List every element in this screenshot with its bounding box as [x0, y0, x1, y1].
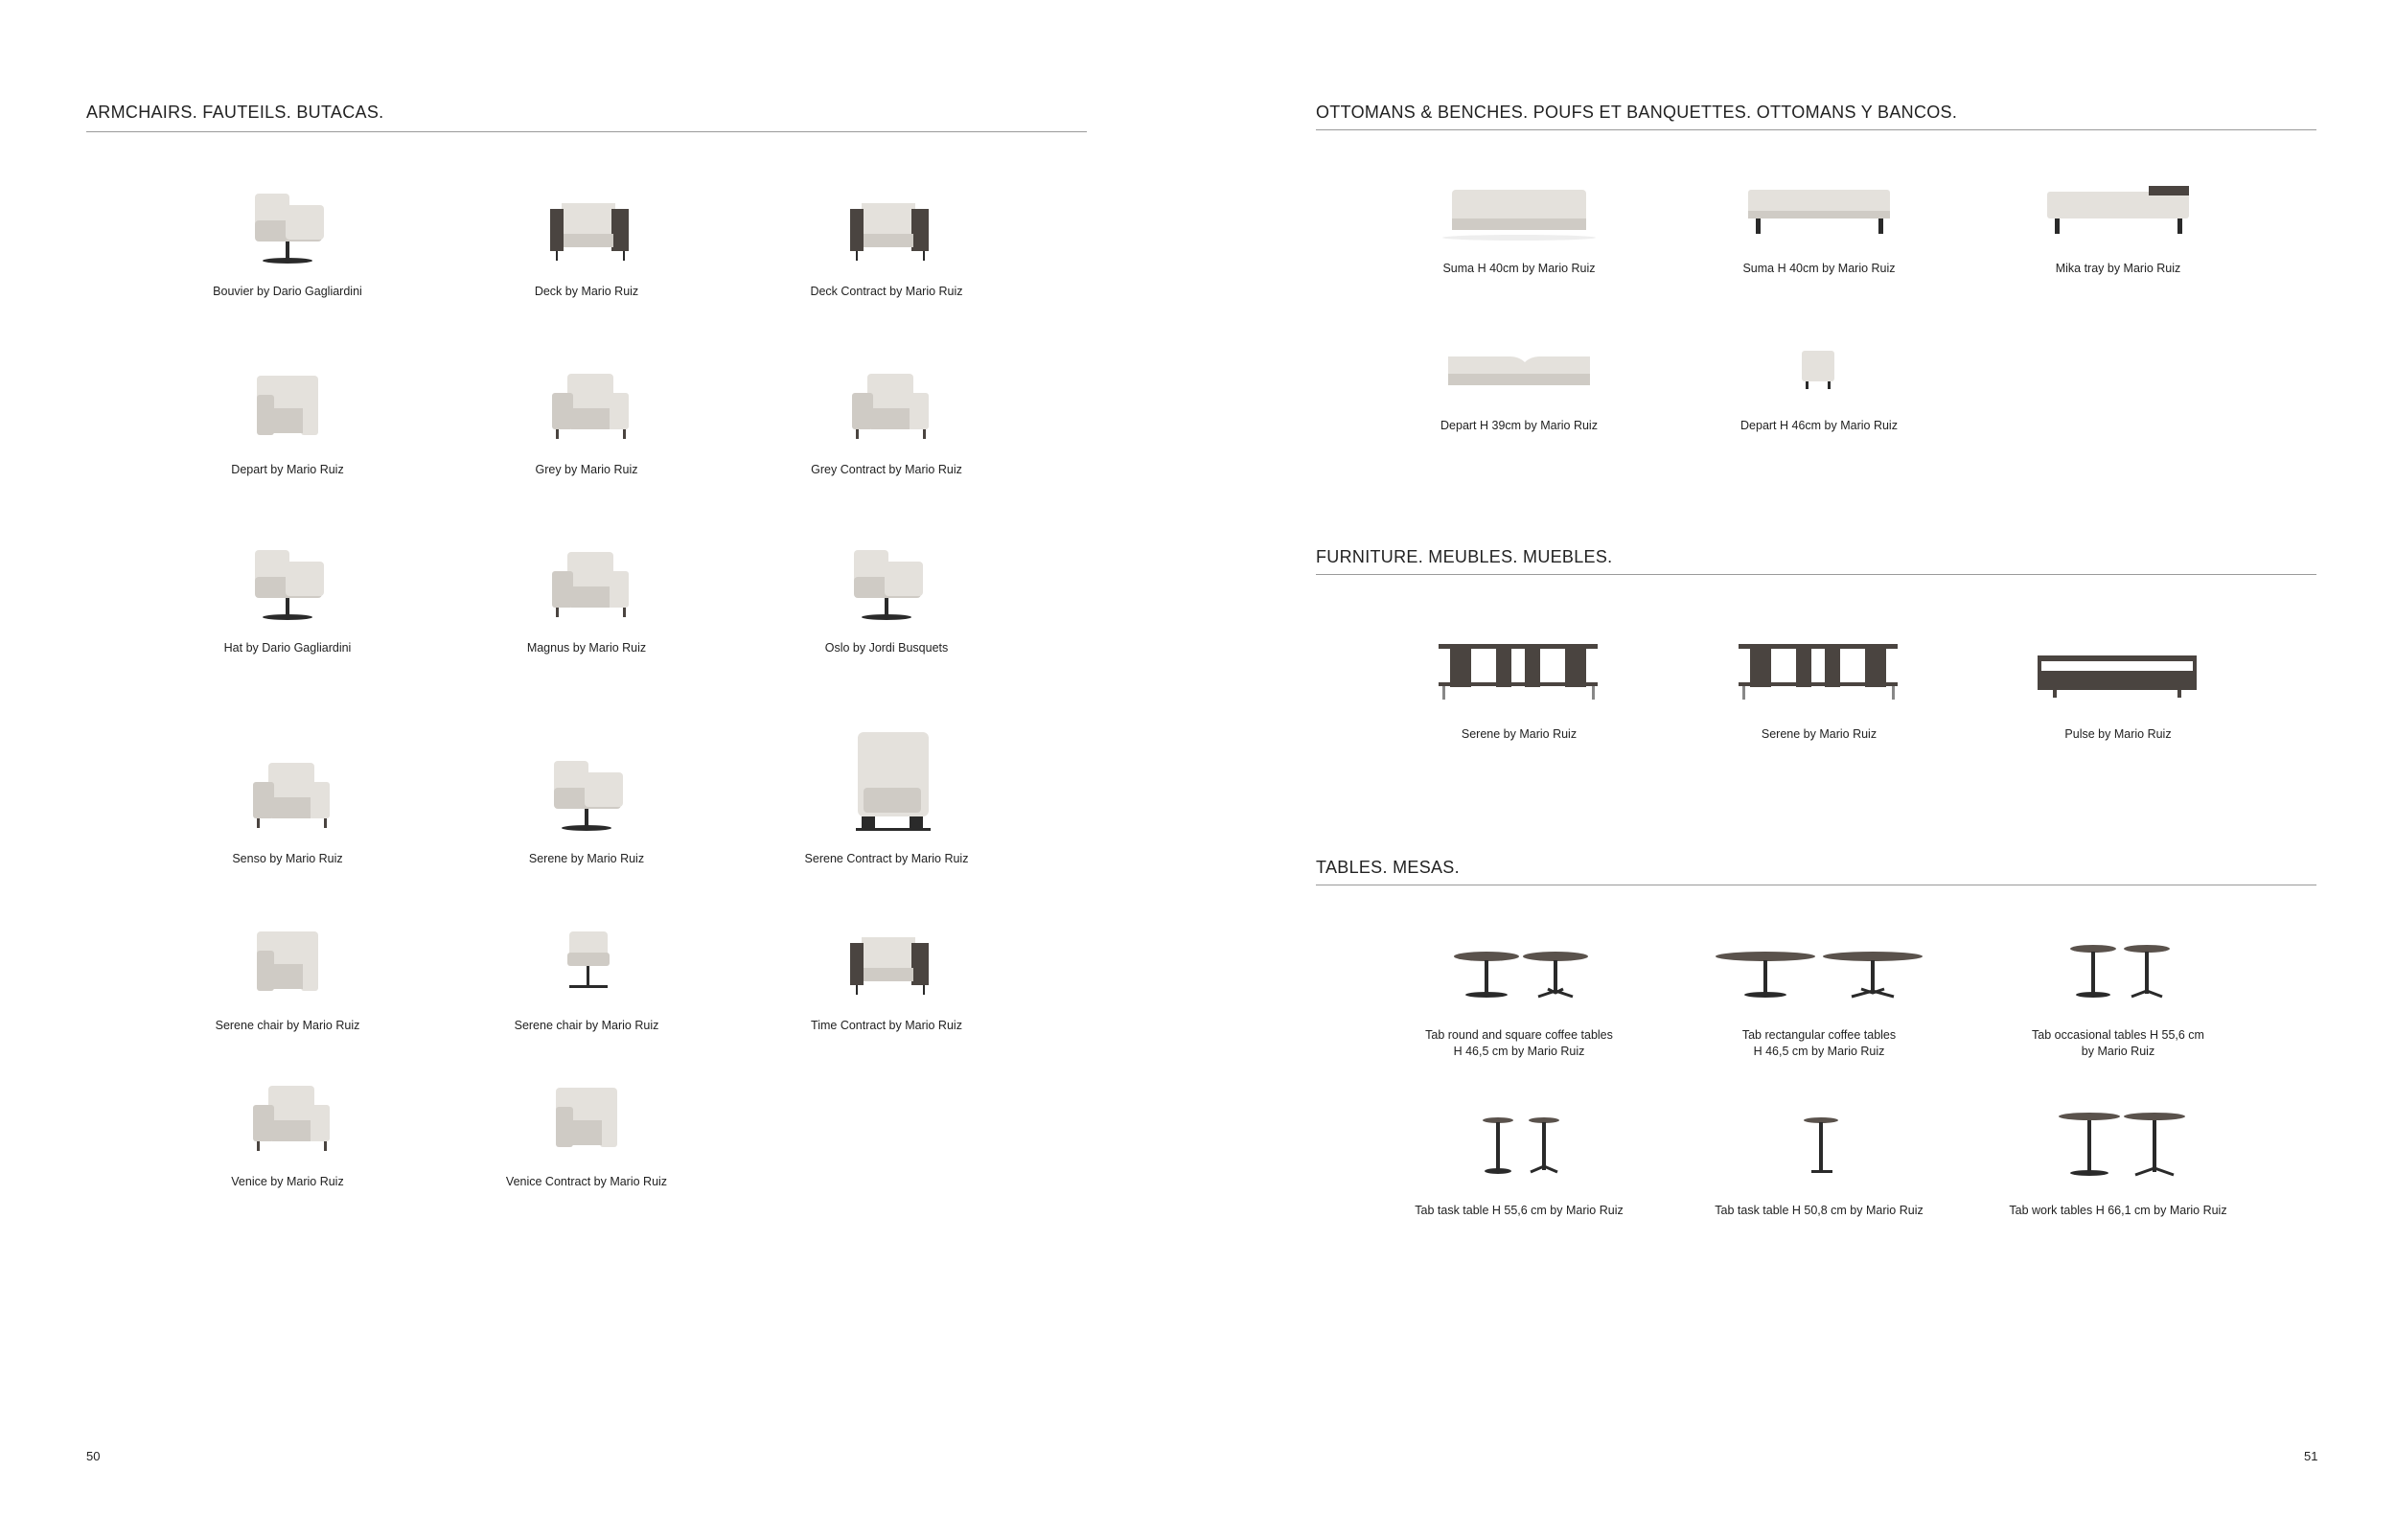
product-item [738, 531, 1035, 656]
product-caption: Hat by Dario Gagliardini [223, 641, 352, 655]
product-item [738, 353, 1035, 478]
leg-armchair-icon [800, 353, 973, 448]
armchairs-heading: ARMCHAIRS. FAUTEILS. BUTACAS. [86, 103, 384, 122]
work-tables-icon [2003, 1103, 2233, 1189]
product-item [438, 531, 735, 656]
sideboard-icon [1704, 617, 1934, 713]
product-caption: Serene by Mario Ruiz [528, 852, 645, 865]
occasional-tables-icon [2003, 928, 2233, 1014]
product-caption: Magnus by Mario Ruiz [526, 641, 647, 655]
product-item [1970, 928, 2267, 1060]
product-caption: Tab work tables H 66,1 cm by Mario Ruiz [2009, 1204, 2227, 1217]
product-caption: Suma H 40cm by Mario Ruiz [1442, 262, 1596, 275]
product-caption: Grey by Mario Ruiz [535, 463, 638, 476]
product-caption: Depart H 39cm by Mario Ruiz [1440, 419, 1598, 432]
box-armchair-icon [201, 908, 374, 1004]
ottomans-rule [1316, 129, 2316, 130]
product-caption: Tab task table H 50,8 cm by Mario Ruiz [1715, 1204, 1924, 1217]
coffee-tables-icon [1404, 928, 1634, 1014]
product-caption: Senso by Mario Ruiz [232, 852, 343, 865]
leg-armchair-icon [201, 1065, 374, 1161]
swivel-armchair-icon [201, 531, 374, 627]
product-caption: Venice by Mario Ruiz [231, 1175, 344, 1188]
swivel-armchair-icon [800, 531, 973, 627]
product-item [1371, 617, 1668, 743]
product-caption: Depart by Mario Ruiz [231, 463, 344, 476]
sideboard-icon [1404, 617, 1634, 713]
box-armchair-icon [201, 353, 374, 448]
pouf-icon [1704, 328, 1934, 404]
product-caption: Deck by Mario Ruiz [534, 285, 639, 298]
bench-tray-icon [2003, 171, 2233, 247]
ottomans-heading: OTTOMANS & BENCHES. POUFS ET BANQUETTES. OTTOMANS Y BANCOS. [1316, 103, 1958, 122]
product-caption: Suma H 40cm by Mario Ruiz [1742, 262, 1896, 275]
product-caption: Depart H 46cm by Mario Ruiz [1740, 419, 1898, 432]
product-item [139, 174, 436, 300]
product-item [1670, 171, 1968, 277]
product-item [1371, 171, 1668, 277]
product-caption: Tab rectangular coffee tables H 46,5 cm by Mario Ruiz [1741, 1028, 1897, 1058]
product-item [438, 908, 735, 1034]
wood-frame-armchair-icon [500, 174, 673, 270]
product-caption: Serene chair by Mario Ruiz [215, 1019, 360, 1032]
product-item [738, 174, 1035, 300]
product-item [139, 908, 436, 1034]
leg-armchair-icon [201, 723, 374, 838]
product-item [1371, 1103, 1668, 1219]
wood-frame-armchair-icon [800, 908, 973, 1004]
swivel-armchair-icon [201, 174, 374, 270]
product-item [1970, 171, 2267, 277]
product-caption: Venice Contract by Mario Ruiz [505, 1175, 668, 1188]
product-caption: Oslo by Jordi Busquets [824, 641, 949, 655]
bench-icon [1704, 171, 1934, 247]
swivel-chair-icon [500, 908, 673, 1004]
product-caption: Serene chair by Mario Ruiz [514, 1019, 659, 1032]
product-caption: Serene by Mario Ruiz [1461, 727, 1578, 741]
product-caption: Time Contract by Mario Ruiz [811, 1019, 962, 1032]
low-cabinet-icon [2003, 617, 2233, 713]
product-caption: Serene by Mario Ruiz [1761, 727, 1878, 741]
product-item [438, 723, 735, 867]
product-item [1371, 928, 1668, 1060]
tables-heading: TABLES. MESAS. [1316, 858, 1460, 877]
task-table-icon [1704, 1103, 1934, 1189]
product-item [1670, 928, 1968, 1060]
highback-armchair-icon [800, 723, 973, 838]
page-number-left: 50 [86, 1449, 101, 1463]
product-item [139, 353, 436, 478]
armchairs-rule [86, 131, 1087, 132]
task-tables-icon [1404, 1103, 1634, 1189]
box-armchair-icon [500, 1065, 673, 1161]
product-caption: Tab task table H 55,6 cm by Mario Ruiz [1415, 1204, 1624, 1217]
product-caption: Tab occasional tables H 55,6 cm by Mario Ruiz [2032, 1028, 2204, 1058]
product-item [738, 908, 1035, 1034]
product-caption: Deck Contract by Mario Ruiz [810, 285, 963, 298]
product-item [139, 723, 436, 867]
product-item [738, 723, 1035, 867]
product-caption: Tab round and square coffee tables H 46,5 cm by Mario Ruiz [1425, 1028, 1613, 1058]
page-number-right: 51 [2304, 1449, 2318, 1463]
product-item [1970, 1103, 2267, 1219]
product-item [139, 531, 436, 656]
wood-frame-armchair-icon [800, 174, 973, 270]
product-caption: Bouvier by Dario Gagliardini [213, 285, 362, 298]
ottoman-icon [1404, 171, 1634, 247]
product-item [438, 174, 735, 300]
oval-tables-icon [1704, 928, 1934, 1014]
product-item [1371, 328, 1668, 434]
furniture-heading: FURNITURE. MEUBLES. MUEBLES. [1316, 547, 1613, 566]
curved-bench-icon [1404, 328, 1634, 404]
product-item [1670, 1103, 1968, 1219]
furniture-rule [1316, 574, 2316, 575]
swivel-armchair-icon [500, 723, 673, 838]
product-item [438, 353, 735, 478]
product-caption: Mika tray by Mario Ruiz [2055, 262, 2181, 275]
product-caption: Serene Contract by Mario Ruiz [804, 852, 969, 865]
product-item [438, 1065, 735, 1190]
product-item [1670, 617, 1968, 743]
product-item [139, 1065, 436, 1190]
leg-armchair-icon [500, 353, 673, 448]
product-caption: Pulse by Mario Ruiz [2064, 727, 2172, 741]
product-item [1970, 617, 2267, 743]
leg-armchair-icon [500, 531, 673, 627]
product-caption: Grey Contract by Mario Ruiz [811, 463, 962, 476]
product-item [1670, 328, 1968, 434]
